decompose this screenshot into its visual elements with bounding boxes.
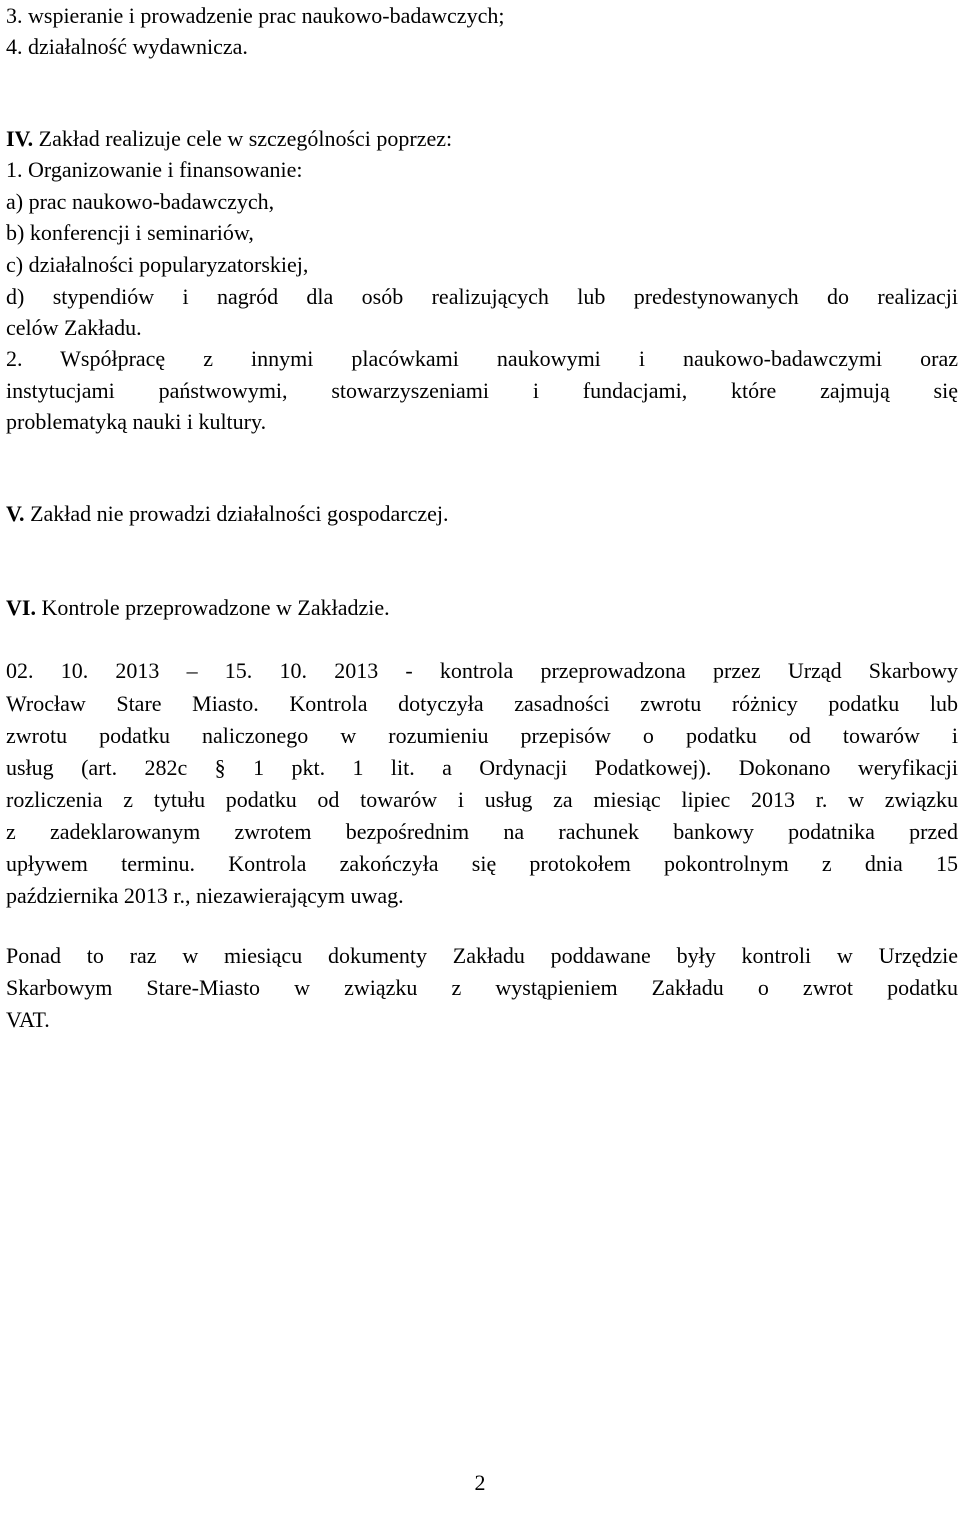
section-iv-text: Zakład realizuje cele w szczególności poprzez: [33, 126, 453, 151]
section-vi-numeral: VI. [6, 595, 36, 620]
para1-line6: z zadeklarowanym zwrotem bezpośrednim na rachunek bankowy podatnika przed [6, 819, 958, 844]
section-v-heading [6, 498, 449, 530]
item-1-lead: 1. Organizowanie i finansowanie: [6, 157, 303, 182]
section-vi-text: Kontrole przeprowadzone w Zakładzie. [35, 595, 390, 620]
sub-item-d-line2: celów Zakładu. [6, 315, 142, 340]
sub-item-b: b) konferencji i seminariów, [6, 220, 254, 245]
para2-line2: Skarbowym Stare-Miasto w związku z wystąpieniem Zakładu o zwrot podatku [6, 975, 958, 1000]
para2-line3: VAT. [6, 1007, 50, 1032]
sub-item-a: a) prac naukowo-badawczych, [6, 189, 275, 214]
section-vi-heading [6, 592, 390, 624]
section-v-text: Zakład nie prowadzi działalności gospodarczej. [24, 501, 449, 526]
sub-item-c: c) działalności popularyzatorskiej, [6, 252, 309, 277]
list-item-4: 4. działalność wydawnicza. [6, 34, 248, 59]
para1-line2: Wrocław Stare Miasto. Kontrola dotyczyła zasadności zwrotu różnicy podatku lub [6, 691, 958, 716]
section-iv-heading [6, 123, 452, 155]
section-v-numeral: V. [6, 501, 25, 526]
para1-line5: rozliczenia z tytułu podatku od towarów i usług za miesiąc lipiec 2013 r. w związku [6, 787, 958, 812]
item-2-line1: 2. Współpracę z innymi placówkami naukowymi i naukowo-badawczymi oraz [6, 346, 958, 371]
sub-item-d-line1: d) stypendiów i nagród dla osób realizujących lub predestynowanych do realizacji [6, 284, 958, 309]
para1-line8: października 2013 r., niezawierającym uwag. [6, 883, 404, 908]
page-number: 2 [474, 1470, 486, 1495]
para1-line1: 02. 10. 2013 – 15. 10. 2013 - kontrola przeprowadzona przez Urząd Skarbowy [6, 658, 958, 683]
section-iv-numeral: IV. [6, 126, 34, 151]
para1-line4: usług (art. 282c § 1 pkt. 1 lit. a Ordynacji Podatkowej). Dokonano weryfikacji [6, 755, 958, 780]
item-2-line3: problematyką nauki i kultury. [6, 409, 267, 434]
list-item-3: 3. wspieranie i prowadzenie prac naukowo-badawczych; [6, 3, 505, 28]
para2-line1: Ponad to raz w miesiącu dokumenty Zakładu poddawane były kontroli w Urzędzie [6, 943, 958, 968]
item-2-line2: instytucjami państwowymi, stowarzyszeniami i fundacjami, które zajmują się [6, 378, 958, 403]
para1-line7: upływem terminu. Kontrola zakończyła się protokołem pokontrolnym z dnia 15 [6, 851, 958, 876]
para1-line3: zwrotu podatku naliczonego w rozumieniu przepisów o podatku od towarów i [6, 723, 958, 748]
